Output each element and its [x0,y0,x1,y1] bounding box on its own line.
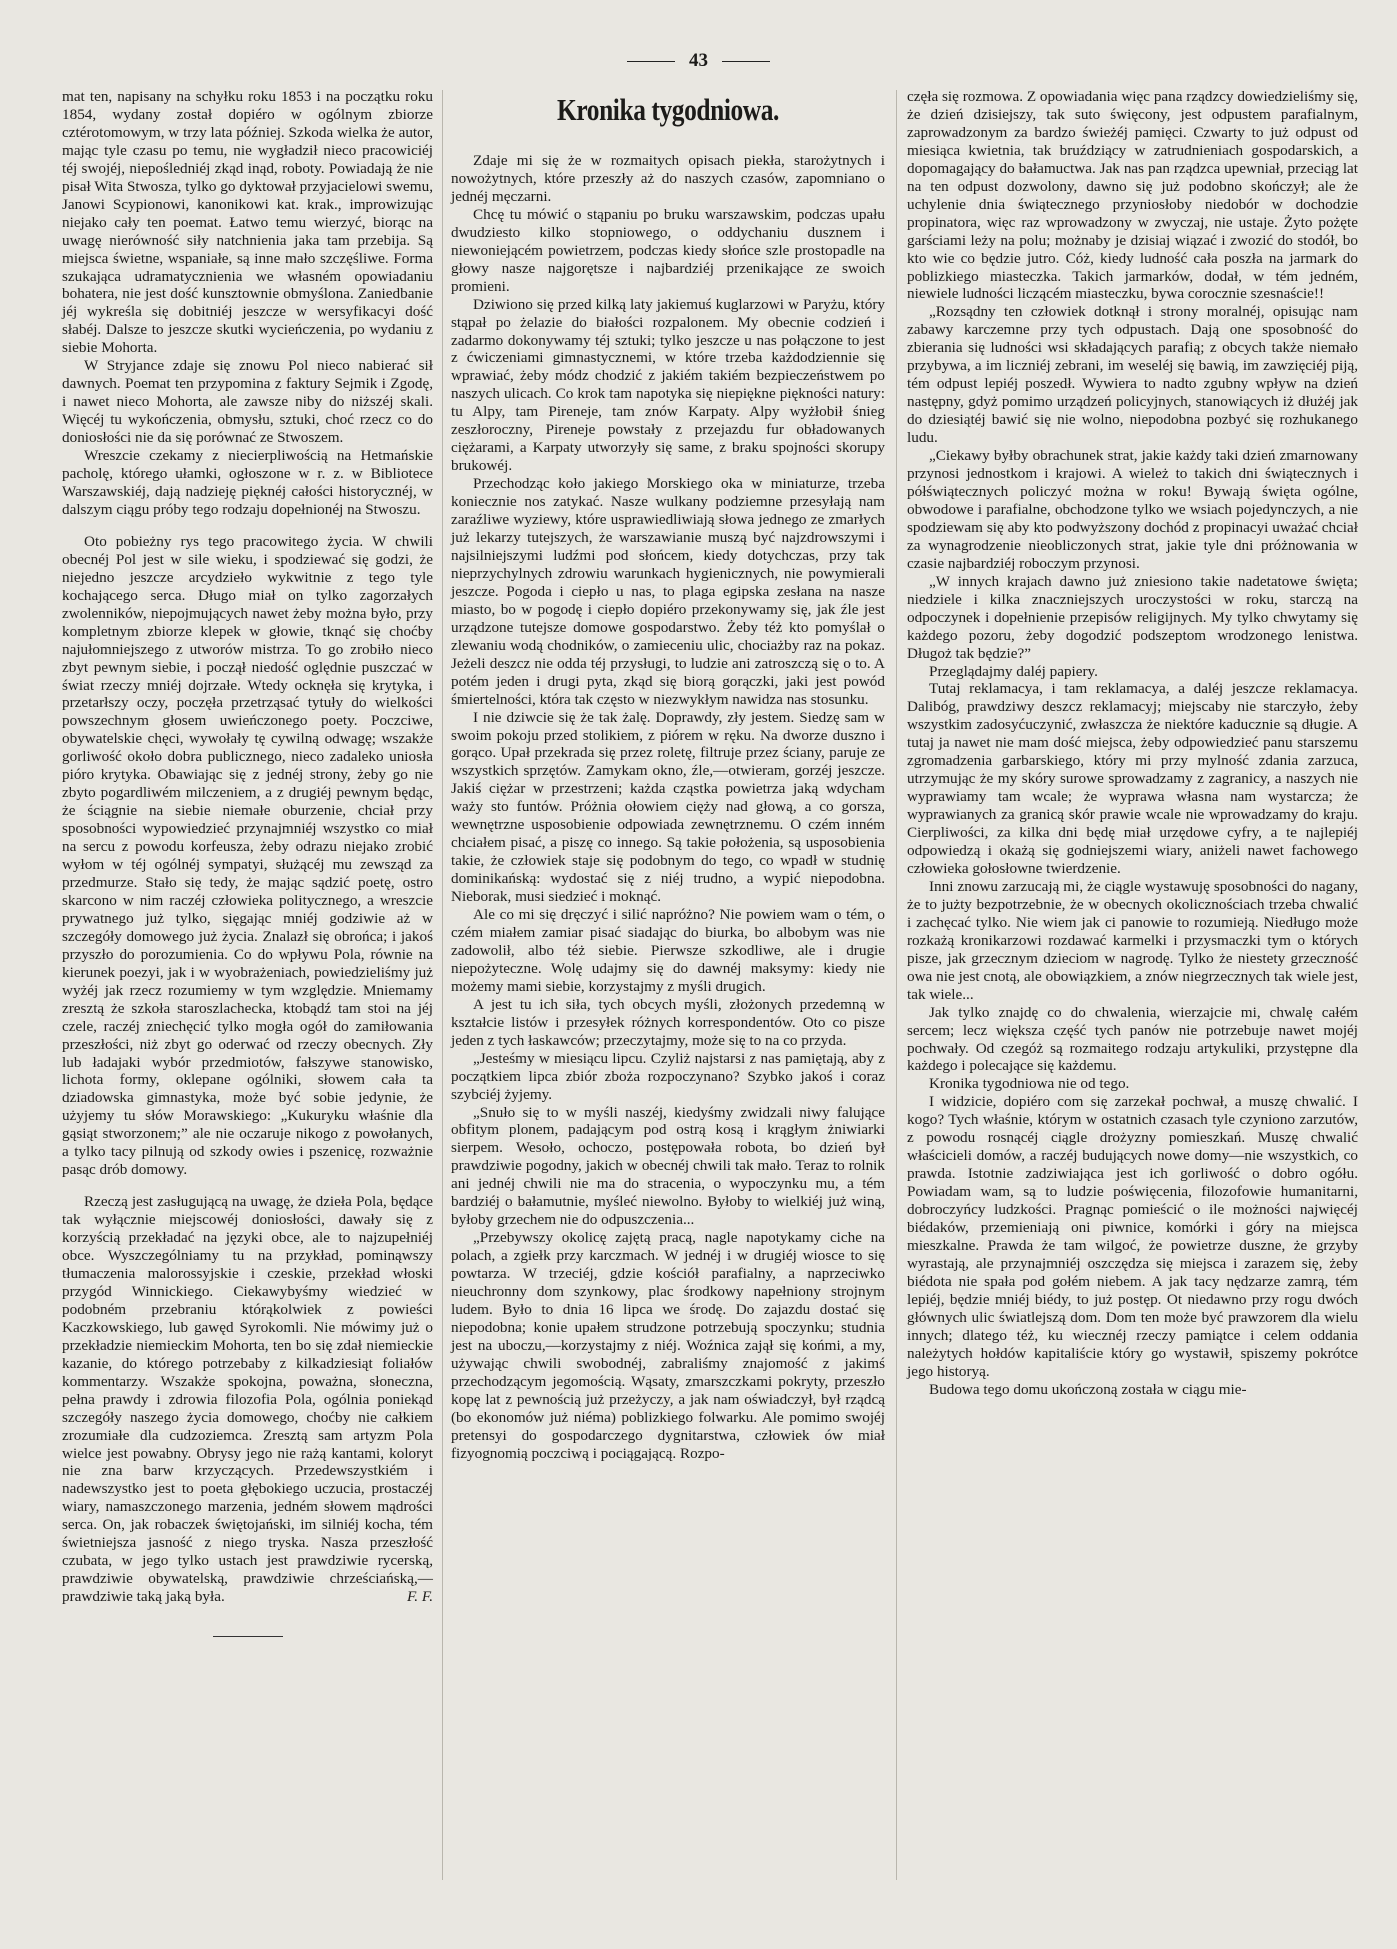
paragraph: A jest tu ich siła, tych obcych myśli, złożonych przedemną w kształcie listów i przesyłek różnych korrespondentów. Oto co pisze jeden z tych łaskawców; przeczytajmy, może się to na co przyda. [451,995,885,1049]
paragraph: Przeglądajmy daléj papiery. [929,662,1098,680]
page-number-text: 43 [689,50,708,71]
paragraph: Przechodząc koło jakiego Morskiego oka w miniaturze, trzeba koniecznie nos zatykać. Nasze wulkany podziemne przesyłają nam zaraźliwe wyziewy, które usprawiedliwiają słowa jednego ze zmarłych już lekarzy tutejszych, że warszawianie muszą być najzdrowszymi i najsilniejszymi ludźmi pod słońcem, kiedy dotychczas, przy tak nieprzychylnych zdrowiu warunkach hygienicznych, nie powymierali jeszcze. Pogoda i ciepło u nas, to plaga egipska zesłana na nasze miasto, bo w pogodę i ciepło dopiéro przekonywamy się, jak źle jest urządzone tutejsze domowe gospodarstwo. Żeby téż kto pomyślał o zlewaniu wodą chodników, o zamieceniu ulic, chociażby raz na pokaz. Jeżeli deszcz nie odda téj przysługi, to ludzie ani zatroszczą się o to. A potém jeden i drugi pyta, zkąd się biorą gorączki, jaki jest powód śmiertelności, która tak często w niezwykłym nawidza nas stosunku. [451,475,885,708]
paragraph: I widzicie, dopiéro com się zarzekał pochwał, a muszę chwalić. I kogo? Tych właśnie, którym w ostatnich czasach tyle czyniono zarzutów, z powodu rosnącéj ciągle drożyzny pomieszkań. Muszę chwalić właścicieli domów, a raczéj budujących nowe domy—nie wszystkich, co prawda. Istotnie zadziwiająca jest ich gorliwość o dobro ogółu. Powiadam wam, są to ludzie poświęcenia, filozofowie humanitarni, dobroczyńcy ludzkości. Pragnąc pomieścić o ile możności najwięcéj biédaków, przemieniają oni piwnice, komórki i góry na miejsca mieszkalne. Prawda że tam wilgoć, że powietrze duszne, że grzyby wyrastają, ale przynajmniéj oszczędza się miejsca i zarazem się, żeby biédota nie spała pod gołém niebem. A jak tacy nędzarze zamrą, tém lepiéj, będzie mniéj biédy, to już postęp. Ot niedawno przy rogu dwóch głównych ulic światlejszą dom. Dom ten może być prawzorem dla wielu innych; dlatego téż, ku wiecznéj rzeczy pamiątce i celem oddania należytych hołdów kapitaliście który go wystawił, spiszemy pokrótce jego historyą. [907,1093,1358,1380]
column-divider [896,90,897,1880]
paragraph: W Stryjance zdaje się znowu Pol nieco nabierać sił dawnych. Poemat ten przypomina z faktury Sejmik i Zgodę, i nawet nieco Mohorta, ale zawsze niby do niższéj skali. Więcéj tu wykończenia, obmysłu, sztuki, choć rzecz co do doniosłości nie da się porównać ze Stwoszem. [62,357,433,447]
end-rule [213,1636,283,1637]
author-signature: F. F. [406,1588,433,1606]
paragraph: I nie dziwcie się że tak żalę. Doprawdy, zły jestem. Siedzę sam w swoim pokoju przed stolikiem, z piórem w ręku. Na dworze duszno i gorąco. Upał przekrada się przez roletę, filtruje przez ściany, paruje ze wszystkich sprzętów. Zamykam okno, źle,—otwieram, gorzéj jeszcze. Jakiś ciężar w przestrzeni; każda cząstka powietrza jaką wdycham waży sto funtów. Próżnia ołowiem cięży nad głową, a co gorsza, wewnętrzne usposobienie odpowiada zewnętrznemu. O czém inném chciałem pisać, a piszę co innego. Są takie położenia, są usposobienia takie, że człowiek staje się podobnym do tego, co wpadł w studnię dominikańską: wydostać się z niéj trudno, a wypić niepodobna. Nieborak, musi siedzieć i moknąć. [451,708,885,906]
column-1 [62,88,433,1637]
paragraph: „Ciekawy byłby obrachunek strat, jakie każdy taki dzień zmarnowany przynosi jednostkom i krajowi. A wieleż to takich dni świątecznych i półświątecznych policzyć można w roku! Bywają święta ogólne, obwodowe i parafialne, obchodzone tylko we wsiach pojedynczych, a nie spodziewam się aby kto podwyższony dochód z propinacyi uważać chciał za wynagrodzenie nieobliczonych strat, jakie tyle dni próżnowania w czasie najbardziéj roboczym przynosi. [907,447,1358,572]
paragraph: Oto pobieżny rys tego pracowitego życia. W chwili obecnéj Pol jest w sile wieku, i spodziewać się godzi, że niejedno jeszcze arcydzieło wykwitnie z tego tyle kochającego serca. Długo miał on tylko zagorzałych zwolenników, niepojmujących nawet żeby można było, przy kompletnym zbiorze klepek w głowie, tknąć się choćby najułomniejszego z utworów mistrza. To go zrobiło nieco zbyt pewnym siebie, i począł niedość oględnie puszczać w świat rzeczy mniéj dojrzałe. Wtedy ocknęła się krytyka, i przetarłszy oczy, poczęła przetrząsać tytuły do wielkości powszechnym głosem uwieńczonego poety. Poczciwe, obywatelskie chęci, wywołały tę cywilną odwagę; wszakże gorliwość około dobra publicznego, nieco zadaleko uniosła pióro krytyka. Obawiając się z jednéj strony, żeby go nie zbyto pogardliwém milczeniem, a z drugiéj pewnym będąc, że ściągnie na siebie niemałe oburzenie, chciał przy sposobności wypowiedzieć przynajmniéj wszystko co miał na sercu z powodu korfeusza, żeby odrazu niejako zrobić wyłom w téj ogólnéj sympatyi, służącéj mu zewsząd za przedmurze. Stało się tedy, że mając sądzić poetę, ostro skarcono w nim raczéj człowieka politycznego, a wreszcie prywatnego już tylko, sięgając mniéj godziwie aż w szczegóły domowego już życia. Znalazł się obrońca; i jakoś przyszło do porozumienia. Co do wpływu Pola, równie na kierunek poezyi, jak i w wyobrażeniach, powiedzieliśmy już wyżéj jak rzecz rozumiemy w tym względzie. Mniemamy zresztą że szkoła staroszlachecka, ktobądź tam stoi na jéj czele, raczéj zniechęcić tylko mogła ogół do zamiłowania przeszłości, niż zbyt go oderwać od rzeczy obecnych. Zły lub ładajaki wybór przedmiotów, fałszywe stanowisko, lichota formy, oklepane ogólniki, słowem cała ta dziadowska gimnastyka, może być sobie jedynie, że użyjemy tu słów Morawskiego: „Kukuryku właśnie dla gąsiąt stworzonem;” ale nie oczaruje nikogo z powołanych, a tylko tacy pilnują od szkody owies i pszenicę, rozważnie pasąc drób domowy. [62,532,433,1179]
divider [627,61,675,62]
page-number [0,50,1397,72]
column-divider [442,90,443,1880]
paragraph: Tutaj reklamacya, i tam reklamacya, a daléj jeszcze reklamacya. Dalibóg, prawdziwy deszcz reklamacyj; miejscaby nie starczyło, żeby wszystkim zadosyćuczynić, zwłaszcza że niektóre kaducznie są długie. A tutaj ja nawet nie mam dość miejsca, żeby odpowiedzieć panu starszemu zgromadzenia garbarskiego, który mi przy mylność zdania zarzuca, utrzymując że my skóry surowe sprowadzamy z zagranicy, a naszych nie wyprawiamy tam wcale; że wyprawa własna nam wystarcza; że wyprawianych za granicą skór prawie wcale nie wprowadzamy do kraju. Cierpliwości, za kilka dni będę miał urzędowe cyfry, a te najlepiéj odpowiedzą i okażą się godniejszemi wiary, aniżeli nawet fachowego człowieka gołosłowne twierdzenie. [907,680,1358,877]
paragraph: Rzeczą jest zasługującą na uwagę, że dzieła Pola, będące tak wyłącznie miejscowéj doniosłości, dawały się z korzyścią przekładać na języki obce, ale to najzupełniéj obce. Wyszczególniamy tu na przykład, pominąwszy tłumaczenia malorossyjskie i czeskie, przekład włoski przygód Winnickiego. Ciekawybyśmy wiedzieć w podobném przebraniu którąkolwiek z powieści Kaczkowskiego, lub gawęd Syrokomli. Nie mówimy już o przekładzie niemieckim Mohorta, ten bo się zdał niemieckie kazanie, do którego potrzebaby z kilkadziesiąt foliałów kommentarzy. Wszakże spokojna, poważna, słoneczna, pełna prawdy i zdrowia filozofia Pola, ogólnia poniekąd szczegóły naszego życia domowego, choćby nie całkiem zrozumiałe dla cudzoziemca. Zresztą sam artyzm Pola wielce jest powabny. Obrysy jego nie rażą kantami, koloryt nie zna barw krzyczących. Przedewszystkiém i nadewszystko jest to poeta głębokiego uczucia, prostaczéj wiary, namaszczonego marzenia, jedném słowem mądrości serca. On, jak robaczek świętojański, im silniéj kocha, tém świetniejsza jasność z niego tryska. Nasza przeszłość czubata, w jego tylko ustach jest prawdziwie rycerską, prawdziwie obywatelską, prawdziwie chrześciańską,—prawdziwie taką jaką była. F. F. [62,1193,433,1606]
paragraph: częła się rozmowa. Z opowiadania więc pana rządzcy dowiedzieliśmy się, że dzień dzisiejszy, tak suto święcony, jest odpustem parafialnym, zaprowadzonym za bardzo świeżéj pamięci. Czwarty to już odpust od miesiąca kwietnia, tak bruździący w zatrudnieniach gospodarskich, a dopomagający do bałamuctwa. Jak nas pan rządzca upewniał, przeciąg lat na ten odpust dozwolony, dawno się już podobno skończył; ale że uchylenie dnia świątecznego przyniosłoby niedobór w dochodzie propinatora, więc raz wprowadzony w zwyczaj, nie ustaje. Żyto pożęte garściami leży na polu; możnaby je dzisiaj wiązać i zwozić do stodół, bo kto wie co będzie jutro. Cóż, kiedy ludność cała poszła na jarmark do poblizkiego miasteczka. Takich jarmarków, dodał, w tém jedném, niewiele ludności liczącém miasteczku, bywa corocznie szesnaście!! [907,88,1358,303]
paragraph: „W innych krajach dawno już zniesiono takie nadetatowe święta; niedziele i kilka znaczniejszych uroczystości w roku, starczą na odpoczynek i dopełnienie przepisów religijnych. My tylko chwytamy się każdego pozoru, żeby dogodzić podszeptom wrodzonego lenistwa. Długoż tak będzie?” [907,572,1358,662]
column-3 [907,88,1358,1399]
paragraph: „Snuło się to w myśli naszéj, kiedyśmy zwidzali niwy falujące obfitym plonem, padającym pod ostrą kosą i krągłym żniwiarki sierpem. Wesoło, ochoczo, postępowała robota, bo dzień był prawdziwie pogodny, jakich w obecnéj chwili tak mało. Teraz to rolnik ani jednéj chwili nie ma do stracenia, o wypoczynku mu, a tém bardziéj o bałamutnie, myśleć niewolno. Byłoby to wielkiéj już winą, byłoby grzechem nie do odpuszczenia... [451,1103,885,1229]
paragraph: Budowa tego domu ukończoną została w ciągu mie- [929,1380,1247,1398]
paragraph: Kronika tygodniowa nie od tego. [929,1075,1130,1093]
paragraph: „Przebywszy okolicę zajętą pracą, nagle napotykamy ciche na polach, a zgiełk przy karczmach. W jednéj i w drugiéj wiosce to się powtarza. W trzeciéj, gdzie kościół parafialny, a naprzeciwko nieuchronny dom szynkowy, plac środkowy napełniony strojnym ludem. Było to dnia 16 lipca we środę. Do zajazdu dostać się niepodobna; konie upałem strudzone potrzebują spoczynku; studnia jest na uboczu,—korzystajmy z niéj. Woźnica zajął się końmi, a my, używając chwili swobodnéj, zabraliśmy znajomość z jakimś przechodzącym jegomością. Wąsaty, zmarszczkami pokryty, przeszło kopę lat z pewnością już przeżyczy, a jak nam oświadczył, był rządcą (bo ekonomów już niéma) poblizkiego folwarku. Ale pomimo swojéj pretensyi do gospodarczego dygnitarstwa, człowiek ów miał fizyognomią poczciwą i pociągającą. Rozpo- [451,1229,885,1462]
paragraph: Inni znowu zarzucają mi, że ciągle wystawuję sposobności do nagany, że to jużty bezpotrzebnie, że w obecnych okolicznościach trzeba chwalić i zachęcać tylko. Nie wiem jak ci panowie to rozumieją. Niedługo może rozkażą kronikarzowi rozdawać karmelki i przysmaczki tym o których pisze, jak grzecznym dzieciom w nagrodę. Tylko że niestety grzeczność owa nie jest cnotą, ale obowiązkiem, a znów niegrzecznych tak wiele jest, tak wiele... [907,877,1358,1003]
paragraph: Zdaje mi się że w rozmaitych opisach piekła, starożytnych i nowożytnych, które przeszły aż do naszych czasów, zapomniano o jednéj męczarni. [451,152,885,205]
paragraph: Jak tylko znajdę co do chwalenia, wierzajcie mi, chwalę całém sercem; lecz większa część tych panów nie potrzebuje nawet mojéj pochwały. Od czegóż są rozmaitego rodzaju artykuliki, przystępne dla każdego i polecające się każdemu. [907,1003,1358,1075]
column-2 [451,88,885,1463]
paragraph: Ale co mi się dręczyć i silić napróżno? Nie powiem wam o tém, o czém miałem zamiar pisać siadając do biurka, bo albobym was nie zadowolił, albo téż siebie. Pierwsze szkodliwe, ale i drugie niepożyteczne. Wolę udajmy się do dawnéj maksymy: kiedy nie możemy mami siebie, korzystajmy z myśli drugich. [451,906,885,995]
paragraph: Dziwiono się przed kilką laty jakiemuś kuglarzowi w Paryżu, który stąpał po żelazie do białości rozpalonem. My obecnie codzień i zadarmo dokonywamy téj sztuki; tylko jeszcze u nas połączone to jest z ćwiczeniami gimnastycznemi, w które trzeba każdodziennie się wprawiać, żeby módz chodzić z jakiém takiém bezpieczeństwem po naszych ulicach. Co krok tam napotyka się niepiękne piękności natury: tu Alpy, tam Pireneje, tam znów Karpaty. Alpy wyżłobił śnieg zeszłoroczny, Pireneje powstały z przejazdu fur obładowanych ciężarami, a Karpaty utworzyły się same, z braku spojności skorupy brukowéj. [451,295,885,475]
paragraph: „Rozsądny ten człowiek dotknął i strony moralnéj, opisując nam zabawy karczemne przy tych odpustach. Dają one sposobność do zbierania się ludności wsi składających parafią; z obcych także niemało przybywa, a im liczniéj zebrani, im weseléj się bawią, im zawzięciéj piją, tém odpust lepiéj poszedł. Wywiera to nadto zgubny wpływ na dzień następny, gdyż pomimo urządzeń policyjnych, stanowiących iż dłużéj jak do dziesiątéj bawić się nie wolno, niepodobna pozbyć się rozhukanego ludu. [907,303,1358,447]
paragraph: mat ten, napisany na schyłku roku 1853 i na początku roku 1854, wydany został dopiéro w ogólnym zbiorze cztérotomowym, w trzy lata później. Szkoda wielka że autor, mając tyle czasu po temu, nie wygładził nieco pracowiciéj téj swojéj, niepośledniéj zkąd inąd, roboty. Powiadają że nie pisał Wita Stwosza, tylko go dyktował przyjacielowi swemu, Janowi Scypionowi, kanonikowi kat. krak., improwizując niejako cały ten poemat. Łatwo temu wierzyć, biorąc na uwagę nierówność siły natchnienia jaka tam przebija. Są miejsca świetne, wspaniałe, są inne mało szczęśliwe. Forma szukająca udramatycznienia we własném opowiadaniu bohatera, nie jest dość kunsztownie obmyślona. Zaniedbanie jéj wykreśla się dobitniéj jeszcze w wersyfikacyi dość słabéj. Dalsze to jeszcze skutki wycieńczenia, po wydaniu z siebie Mohorta. [62,88,433,357]
divider [722,61,770,62]
article-title: Kronika tygodniowa. [557,92,779,127]
paragraph: Wreszcie czekamy z niecierpliwością na Hetmańskie pacholę, którego ułamki, ogłoszone w r. z. w Bibliotece Warszawskiéj, dają nadzieję pięknéj całości historycznéj, w dalszym ciągu próby tego rodzaju dopełnionéj na Stwoszu. [62,447,433,518]
paragraph: Chcę tu mówić o stąpaniu po bruku warszawskim, podczas upału dwudziesto kilko stopniowego, o oddychaniu dusznem i niewoniejącém powietrzem, podczas kiedy słońce szle prostopadle na głowy nasze najgorętsze i najbardziéj przenikające ze swoich promieni. [451,205,885,295]
paragraph: „Jesteśmy w miesiącu lipcu. Czyliż najstarsi z nas pamiętają, aby z początkiem lipca zbiór zboża rozpoczynano? Szybko jakoś i coraz szybciéj żyjemy. [451,1049,885,1103]
